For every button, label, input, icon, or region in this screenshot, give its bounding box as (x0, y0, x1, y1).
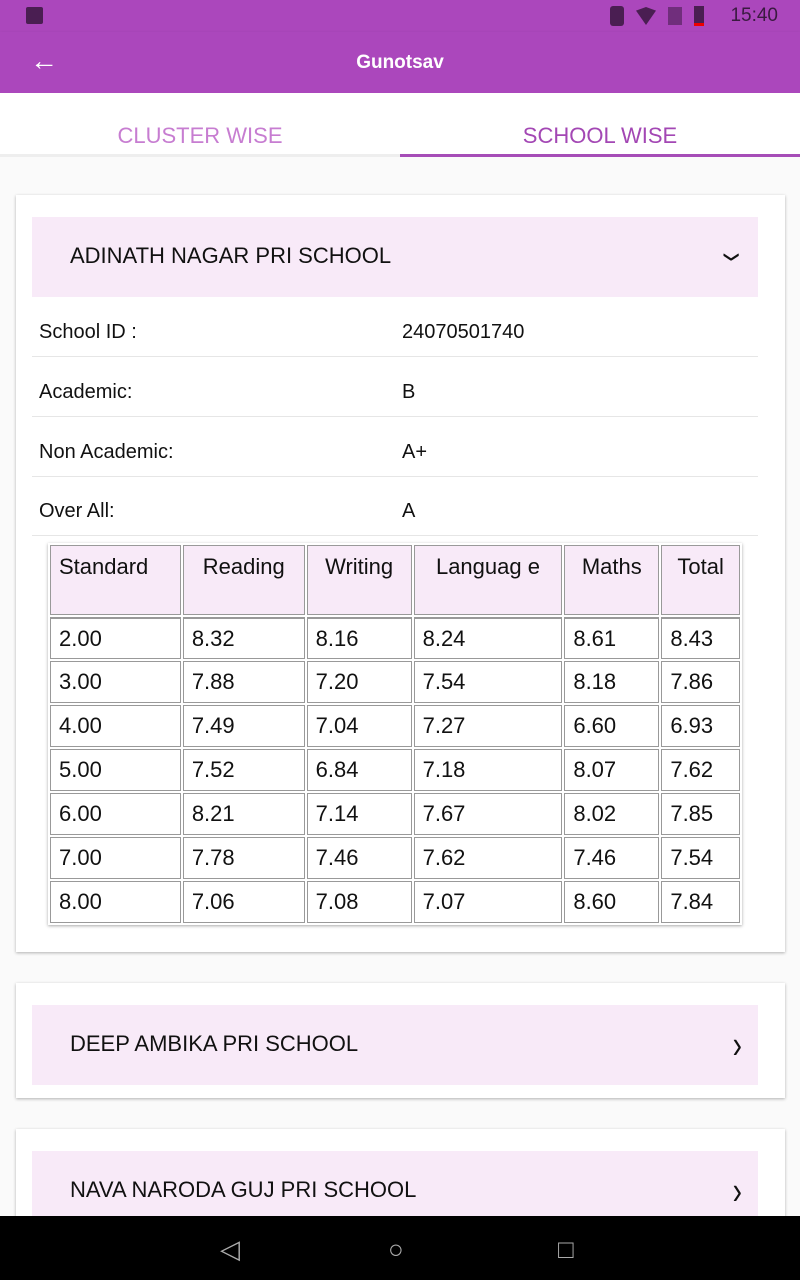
tab-cluster-wise[interactable]: CLUSTER WISE (117, 123, 283, 148)
info-label: Academic: (39, 381, 133, 403)
table-row (50, 793, 740, 835)
column-header: Languag e (414, 545, 563, 615)
table-row (50, 661, 740, 703)
table-cell: 8.02 (564, 793, 659, 835)
app-title: Gunotsav (356, 52, 444, 73)
table-cell: 8.32 (183, 617, 305, 659)
table-cell: 6.00 (50, 793, 181, 835)
school-name: ADINATH NAGAR PRI SCHOOL (70, 243, 392, 268)
table-cell: 8.18 (564, 661, 659, 703)
info-row-non-academic (32, 417, 758, 477)
table-cell: 8.07 (564, 749, 659, 791)
table-cell: 7.04 (307, 705, 412, 747)
info-value: A+ (402, 441, 428, 463)
chevron-right-icon[interactable]: › (732, 1022, 742, 1066)
info-label: Non Academic: (39, 441, 174, 463)
table-cell: 4.00 (50, 705, 181, 747)
school-name: NAVA NARODA GUJ PRI SCHOOL (70, 1177, 417, 1202)
table-cell: 7.88 (183, 661, 305, 703)
column-header: Standard (50, 545, 181, 615)
chevron-down-icon[interactable]: › (712, 252, 756, 262)
info-row-academic (32, 357, 758, 417)
clock: 15:40 (730, 5, 778, 26)
nav-home-icon[interactable]: ○ (388, 1234, 404, 1264)
table-cell: 7.27 (414, 705, 563, 747)
table-cell: 8.16 (307, 617, 412, 659)
table-cell: 7.62 (414, 837, 563, 879)
table-cell: 6.93 (661, 705, 740, 747)
info-value: 24070501740 (402, 321, 525, 343)
table-row (50, 749, 740, 791)
back-arrow-icon[interactable]: ← (30, 45, 58, 76)
table-cell: 8.21 (183, 793, 305, 835)
table-cell: 7.14 (307, 793, 412, 835)
table-cell: 7.54 (661, 837, 740, 879)
table-cell: 3.00 (50, 661, 181, 703)
table-cell: 7.52 (183, 749, 305, 791)
no-sim-icon (668, 7, 682, 25)
table-cell: 8.61 (564, 617, 659, 659)
table-cell: 7.49 (183, 705, 305, 747)
nav-recents-icon[interactable]: □ (558, 1234, 574, 1264)
table-cell: 7.67 (414, 793, 563, 835)
grades-table (48, 543, 742, 925)
info-label: School ID : (39, 321, 137, 343)
info-row-school-id (32, 297, 758, 357)
column-header: Reading (183, 545, 305, 615)
school-header[interactable] (32, 217, 758, 297)
image-notification-icon (26, 7, 43, 24)
school-header[interactable] (32, 1005, 758, 1085)
school-name: DEEP AMBIKA PRI SCHOOL (70, 1031, 359, 1056)
table-cell: 8.60 (564, 881, 659, 923)
table-cell: 8.43 (661, 617, 740, 659)
info-value: B (402, 381, 416, 403)
info-label: Over All: (39, 500, 115, 522)
table-cell: 7.78 (183, 837, 305, 879)
table-cell: 7.08 (307, 881, 412, 923)
school-card (16, 195, 785, 952)
tab-school-wise[interactable]: SCHOOL WISE (400, 93, 800, 154)
table-cell: 2.00 (50, 617, 181, 659)
app-bar (0, 32, 800, 93)
table-cell: 7.46 (307, 837, 412, 879)
table-cell: 7.07 (414, 881, 563, 923)
table-cell: 6.84 (307, 749, 412, 791)
table-cell: 8.24 (414, 617, 563, 659)
wifi-icon (636, 7, 656, 25)
status-bar (0, 0, 800, 32)
table-cell: 7.06 (183, 881, 305, 923)
table-row (50, 617, 740, 659)
table-cell: 5.00 (50, 749, 181, 791)
table-cell: 7.84 (661, 881, 740, 923)
table-cell: 7.62 (661, 749, 740, 791)
tab-bar (0, 93, 800, 157)
table-header-row (50, 545, 740, 615)
table-cell: 7.85 (661, 793, 740, 835)
table-row (50, 837, 740, 879)
column-header: Writing (307, 545, 412, 615)
table-cell: 7.20 (307, 661, 412, 703)
info-row-overall (32, 476, 758, 536)
vibrate-icon (610, 6, 624, 26)
table-cell: 7.18 (414, 749, 563, 791)
table-row (50, 881, 740, 923)
table-cell: 7.46 (564, 837, 659, 879)
info-value: A (402, 500, 416, 522)
column-header: Total (661, 545, 740, 615)
nav-back-icon[interactable]: ◁ (220, 1234, 240, 1264)
table-cell: 7.54 (414, 661, 563, 703)
table-cell: 7.00 (50, 837, 181, 879)
column-header: Maths (564, 545, 659, 615)
chevron-right-icon[interactable]: › (732, 1168, 742, 1212)
table-row (50, 705, 740, 747)
table-cell: 8.00 (50, 881, 181, 923)
school-card (16, 983, 785, 1098)
system-nav-bar (0, 1216, 800, 1280)
table-cell: 7.86 (661, 661, 740, 703)
table-cell: 6.60 (564, 705, 659, 747)
battery-icon (694, 6, 704, 26)
